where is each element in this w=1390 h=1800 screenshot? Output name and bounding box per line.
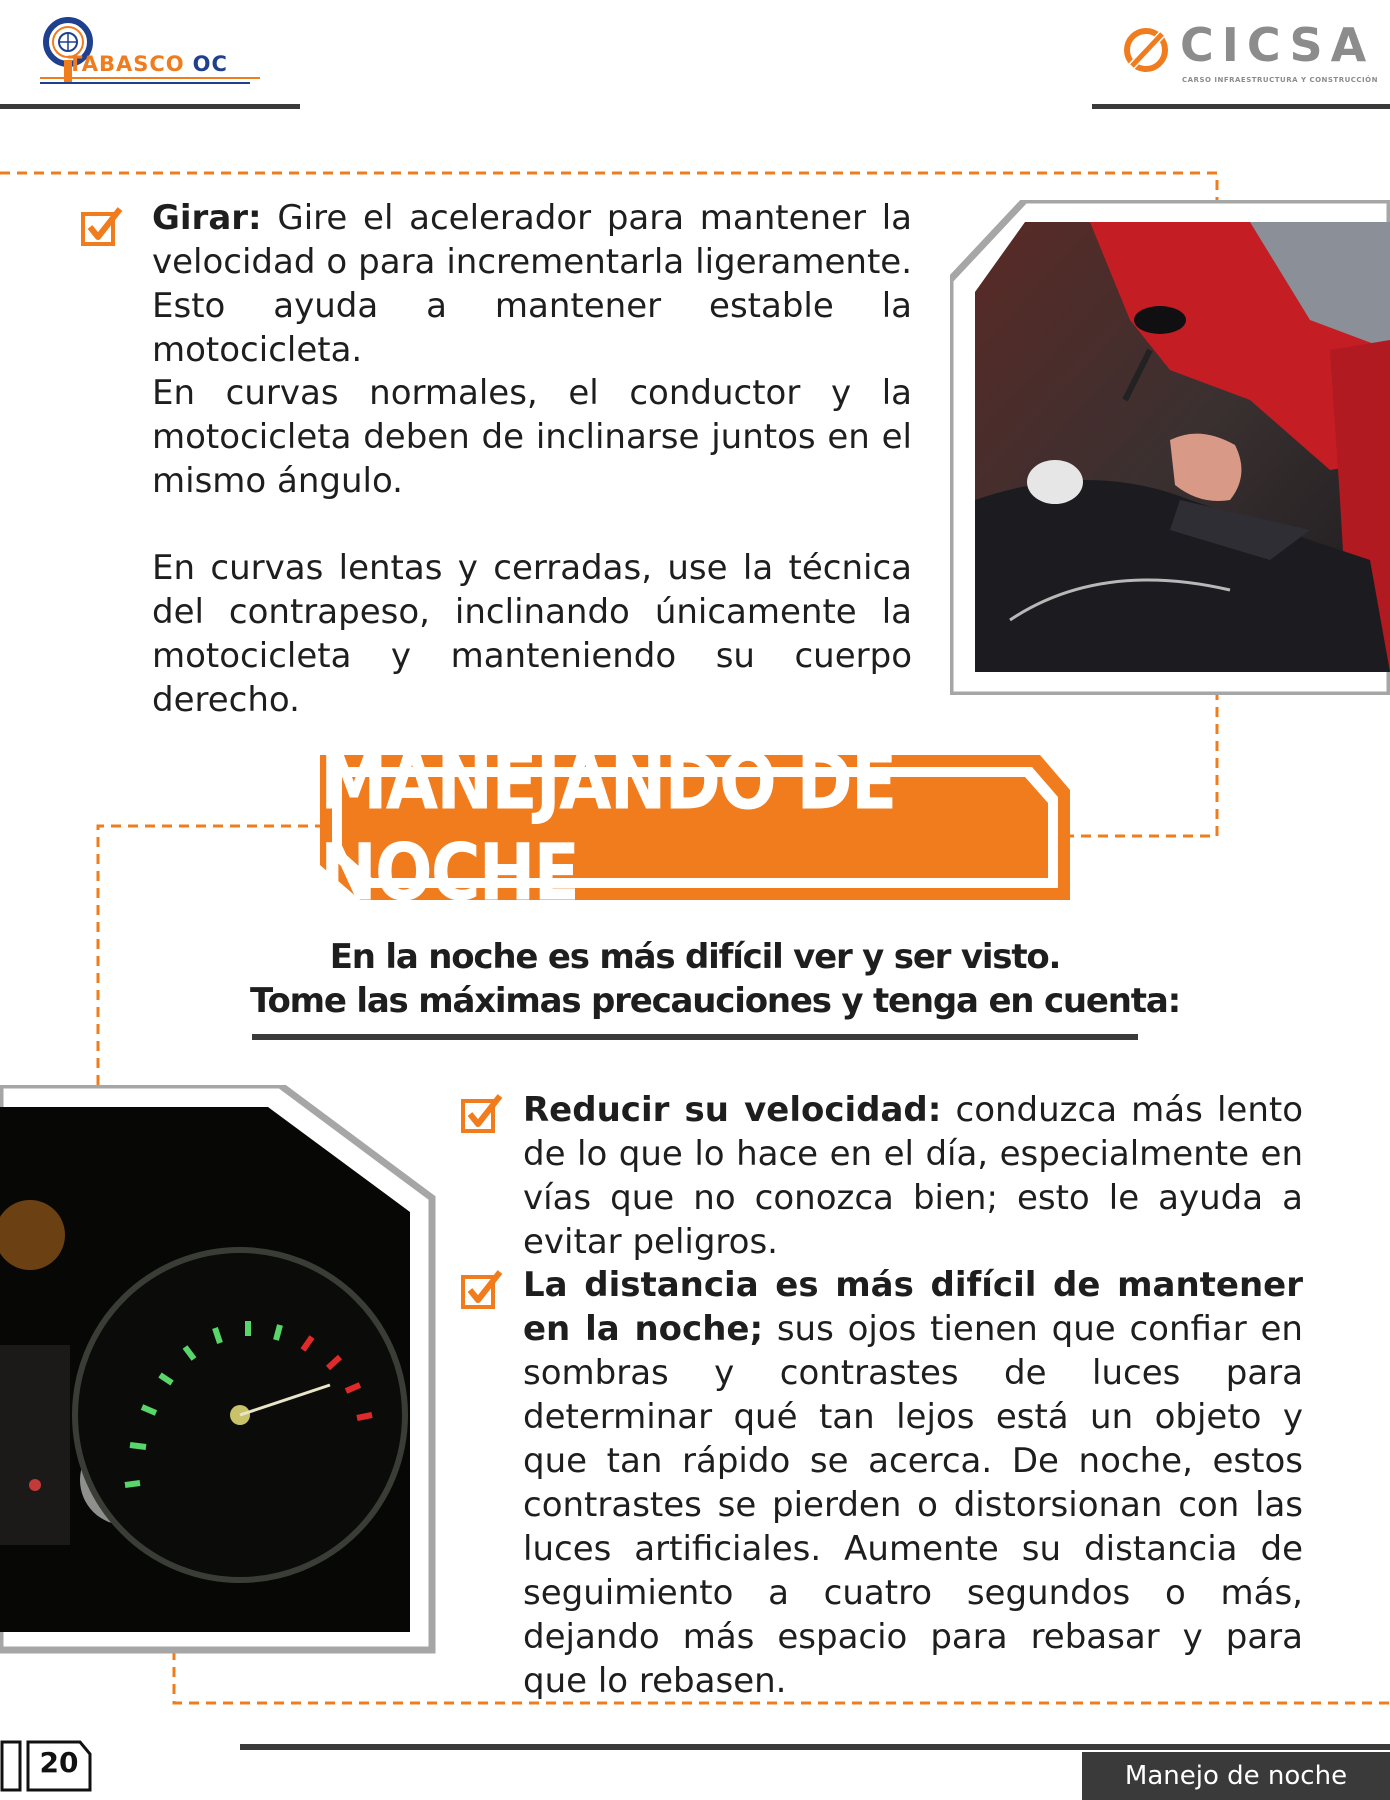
top-paragraph-girar xyxy=(152,196,912,372)
curvas-lentas-text: En curvas lentas y cerradas, use la técnica del contrapeso, inclinando únicamente la motocicleta y manteniendo su cuerpo derecho. xyxy=(152,548,912,720)
intro-line-2: Tome las máximas precauciones y tenga en cuenta: xyxy=(250,981,1180,1021)
distancia-label: La distancia es más difícil de mantener en la noche; xyxy=(523,1265,1303,1349)
checkbox-check-icon xyxy=(460,1268,506,1310)
logo-right-tagline: CARSO INFRAESTRUCTURA Y CONSTRUCCIÓN xyxy=(1182,76,1378,84)
cicsa-logo xyxy=(1120,18,1378,93)
footer-rule xyxy=(240,1744,1390,1750)
logo-left-suffix: OC xyxy=(192,52,228,76)
speedometer-photo xyxy=(0,1085,437,1655)
intro-line-1: En la noche es más difícil ver y ser visto. xyxy=(329,937,1061,977)
cicsa-mark-icon xyxy=(1120,24,1176,80)
motorcycle-handlebar-photo xyxy=(950,200,1390,695)
banner-title: MANEJANDO DE NOCHE xyxy=(320,736,896,919)
velocidad-label: Reducir su velocidad: xyxy=(523,1090,942,1130)
logo-left-name: TABASCO xyxy=(68,52,185,76)
top-paragraph-curvas-normales xyxy=(152,371,912,503)
night-intro xyxy=(250,935,1180,1023)
section-title-banner xyxy=(320,736,1070,919)
checkbox-check-icon xyxy=(460,1092,506,1134)
girar-label: Girar: xyxy=(152,198,262,238)
distancia-text: sus ojos tienen que confiar en sombras y contrastes de luces para determinar qué tan lejos está un objeto y que tan rápido se acerca. De noche, estos contrastes se pierden o distorsionan con las luces artificiales. Aumente su distancia de seguimiento a cuatro segundos o más, dejando más espacio para rebasar y para que lo rebasen. xyxy=(523,1309,1303,1701)
intro-underline xyxy=(252,1034,1138,1040)
curvas-normales-text: En curvas normales, el conductor y la motocicleta deben de inclinarse juntos en el mismo ángulo. xyxy=(152,373,912,501)
logo-right-name: CICSA xyxy=(1180,18,1375,72)
velocidad-text: conduzca más lento de lo que lo hace en el día, especialmente en vías que no conozca bien; esto le ayuda a evitar peligros. xyxy=(523,1090,1303,1262)
header-rule-left xyxy=(0,104,300,109)
section-label: Manejo de noche xyxy=(1082,1752,1390,1800)
tabasco-oc-logo xyxy=(30,10,270,95)
page-number: 20 xyxy=(39,1746,79,1779)
bottom-item-velocidad xyxy=(523,1088,1303,1264)
girar-text: Gire el acelerador para mantener la velocidad o para incrementarla ligeramente. Esto ayuda a mantener estable la motocicleta. xyxy=(152,198,912,370)
top-paragraph-curvas-lentas xyxy=(152,546,912,722)
bottom-item-distancia xyxy=(523,1263,1303,1703)
header-rule-right xyxy=(1092,104,1390,109)
checkbox-check-icon xyxy=(80,205,126,247)
